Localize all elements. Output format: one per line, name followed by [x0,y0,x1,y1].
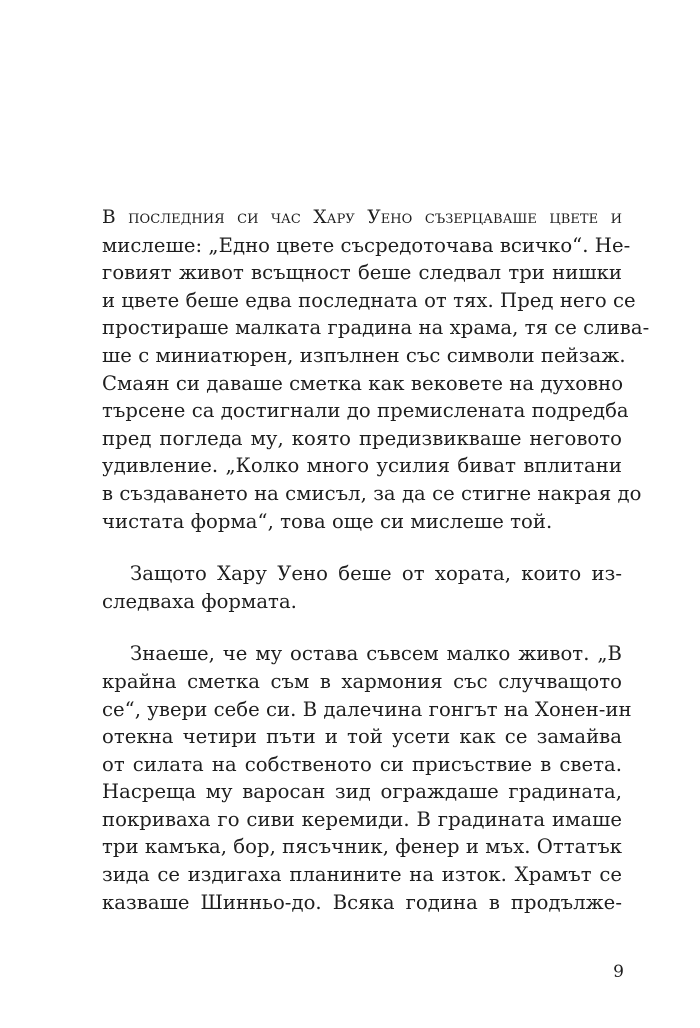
text-line: ше с миниатюрен, изпълнен със символи пейзаж. [102,343,626,367]
text-line: В последния си час Хару Уено съзерцаваше цвете и [102,207,622,228]
body-text [102,204,650,916]
text-line: в създаването на смисъл, за да се стигне накрая до [102,481,642,505]
text-line: простираше малката градина на храма, тя се слива- [102,316,650,340]
text-line: търсене са достигнали до премислената подредба [102,399,629,423]
paragraph-1 [102,204,650,535]
text-line: зида се издигаха планините на изток. Храмът се [102,863,622,887]
text-line: се“, увери себе си. В далечина гонгът на Хонен-ин [102,697,632,721]
text-line: отекна четири пъти и той усети как се замайва [102,725,622,749]
text-line: покриваха го сиви керемиди. В градината имаше [102,807,622,831]
text-line: удивление. „Колко много усилия биват вплитани [102,454,622,478]
text-line: и цвете беше едва последната от тях. Пред него се [102,288,636,312]
text-line: Защото Хару Уено беше от хората, които из- [130,562,622,586]
paragraph-gap [102,535,622,560]
paragraph-gap [102,615,622,640]
text-line: следваха формата. [102,589,297,613]
text-line: чистата форма“, това още си мислеше той. [102,509,553,533]
text-line: казваше Шинньо-до. Всяка година в продълже- [102,890,622,914]
text-line: говият живот всъщност беше следвал три нишки [102,261,622,285]
paragraph-2 [102,560,622,615]
text-line: Смаян си даваше сметка как вековете на духовно [102,371,624,395]
text-line: пред погледа му, която предизвикваше неговото [102,426,622,450]
text-line: крайна сметка съм в хармония със случващото [102,669,622,693]
text-line: от силата на собственото си присъствие в света. [102,752,622,776]
text-line: Насреща му варосан зид ограждаше градината, [102,780,622,804]
text-line: три камъка, бор, пясъчник, фенер и мъх. Оттатък [102,835,623,859]
text-line: Знаеше, че му остава съвсем малко живот. „В [130,642,622,666]
page-number: 9 [613,962,624,982]
paragraph-3 [102,640,632,916]
text-line: мислеше: „Едно цвете съсредоточава всичко“. Не- [102,233,631,257]
